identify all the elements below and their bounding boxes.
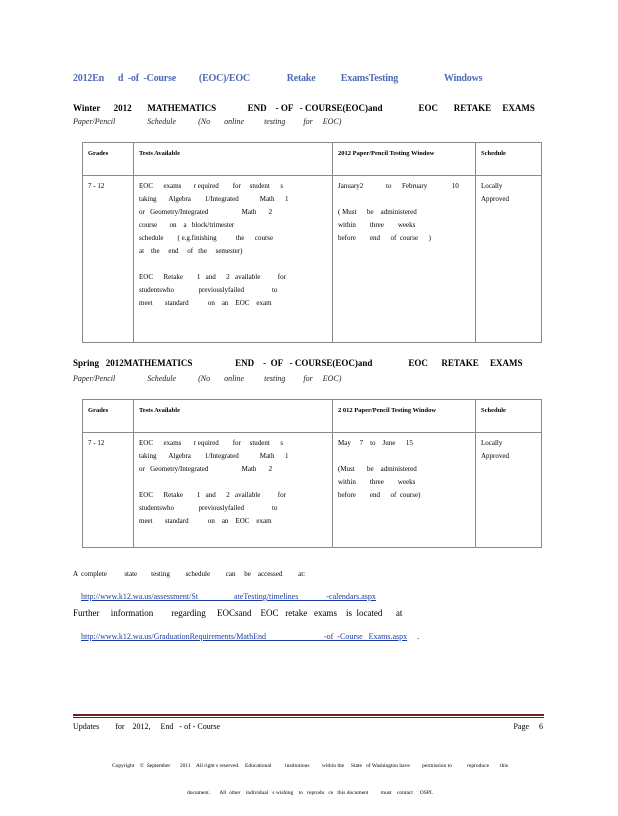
tests-cell xyxy=(134,176,333,343)
cell-line: or Geometry/Integrated Math 2 xyxy=(139,465,273,473)
cell-line: or Geometry/Integrated Math 2 xyxy=(139,208,273,216)
schedule-header: Schedule xyxy=(476,143,542,176)
table-header-row xyxy=(83,400,542,433)
cell-line: (Must be administered xyxy=(338,465,417,473)
cell-line: studentswho previouslyfailed to xyxy=(139,286,278,294)
table-row xyxy=(83,176,542,343)
link-suffix: . xyxy=(407,632,420,641)
cell-line: EOC exams r equired for student s xyxy=(139,182,284,190)
timelines-calendars-link[interactable]: http://www.k12.wa.us/assessment/St ateTesting/timelines -calendars.aspx xyxy=(81,592,376,601)
info-note-link-row xyxy=(73,623,419,650)
footer-divider xyxy=(73,714,544,716)
cell-line: EOC Retake 1 and 2 available for xyxy=(139,273,286,281)
cell-line: Approved xyxy=(481,195,509,203)
footer-update-label: Updates for 2012, End - of - Course xyxy=(73,722,221,731)
cell-line: schedule ( e.g.finishing the course xyxy=(139,234,274,242)
table-row xyxy=(83,433,542,548)
tests-cell xyxy=(134,433,333,548)
schedule-note-link-row xyxy=(73,583,376,610)
cell-line: Locally xyxy=(481,439,503,447)
window-cell xyxy=(333,433,476,548)
schedule-cell xyxy=(476,176,542,343)
cell-line: meet standard on an EOC exam xyxy=(139,517,272,525)
spring-schedule-table xyxy=(82,399,542,548)
grades-header: Grades xyxy=(83,143,134,176)
window-header-line: 2012 Paper/Pencil xyxy=(338,150,389,157)
info-note: Further information regarding EOCsand EOC retake exams is located at xyxy=(73,608,403,618)
cell-line: Approved xyxy=(481,452,509,460)
cell-line: January2 to February 10 xyxy=(338,182,459,190)
cell-line: before end of course) xyxy=(338,491,421,499)
window-header-line: Testing Window xyxy=(391,407,437,414)
window-cell xyxy=(333,176,476,343)
winter-subheading: Paper/Pencil Schedule (No online testing for EOC) xyxy=(73,117,342,126)
cell-line: studentswho previouslyfailed to xyxy=(139,504,278,512)
cell-line: meet standard on an EOC exam xyxy=(139,299,272,307)
page-number: Page 6 xyxy=(513,722,543,731)
tests-header: Tests Available xyxy=(134,143,333,176)
cell-line: May 7 to June 15 xyxy=(338,439,413,447)
page-title: 2012En d -of -Course (EOC)/EOC Retake ExamsTesting Windows xyxy=(73,73,483,84)
grade-cell: 7 - 12 xyxy=(83,433,134,548)
cell-line: Locally xyxy=(481,182,503,190)
cell-line: EOC exams r equired for student s xyxy=(139,439,284,447)
window-header xyxy=(333,400,476,433)
spring-heading: Spring 2012MATHEMATICS END - OF - COURSE(EOC)and EOC RETAKE EXAMS xyxy=(73,358,523,368)
cell-line: at the end of the semester) xyxy=(139,247,243,255)
cell-line: taking Algebra 1/Integrated Math 1 xyxy=(139,452,289,460)
winter-schedule-table xyxy=(82,142,542,343)
cell-line: course on a block/trimester xyxy=(139,221,235,229)
window-header-line: 2 012 Paper/Pencil xyxy=(338,407,390,414)
cell-line: before end of course ) xyxy=(338,234,431,242)
cell-line: within three weeks xyxy=(338,221,416,229)
schedule-header: Schedule xyxy=(476,400,542,433)
table-header-row xyxy=(83,143,542,176)
cell-line: ( Must be administered xyxy=(338,208,417,216)
schedule-note: A complete state testing schedule can be accessed at: xyxy=(73,570,306,578)
schedule-cell xyxy=(476,433,542,548)
graduation-requirements-link[interactable]: http://www.k12.wa.us/GraduationRequirements/MathEnd -of -Course Exams.aspx xyxy=(81,632,408,641)
grades-header: Grades xyxy=(83,400,134,433)
footer-divider-thin xyxy=(73,717,544,718)
window-header-line: Testing Window xyxy=(389,150,435,157)
window-header xyxy=(333,143,476,176)
copyright-line: Copyright © September 2011 All right s reserved. Educational institutions within the State of Washington have permission to reproduce this xyxy=(111,763,509,769)
cell-line: EOC Retake 1 and 2 available for xyxy=(139,491,286,499)
winter-heading: Winter 2012 MATHEMATICS END - OF - COURSE(EOC)and EOC RETAKE EXAMS xyxy=(73,103,535,113)
cell-line: taking Algebra 1/Integrated Math 1 xyxy=(139,195,289,203)
copyright-line: document. All other individual s wishing to reprodu ce this document must contact OSPI. xyxy=(186,790,434,796)
tests-header: Tests Available xyxy=(134,400,333,433)
grade-cell: 7 - 12 xyxy=(83,176,134,343)
copyright-notice xyxy=(80,744,540,816)
cell-line: within three weeks xyxy=(338,478,416,486)
spring-subheading: Paper/Pencil Schedule (No online testing for EOC) xyxy=(73,374,342,383)
